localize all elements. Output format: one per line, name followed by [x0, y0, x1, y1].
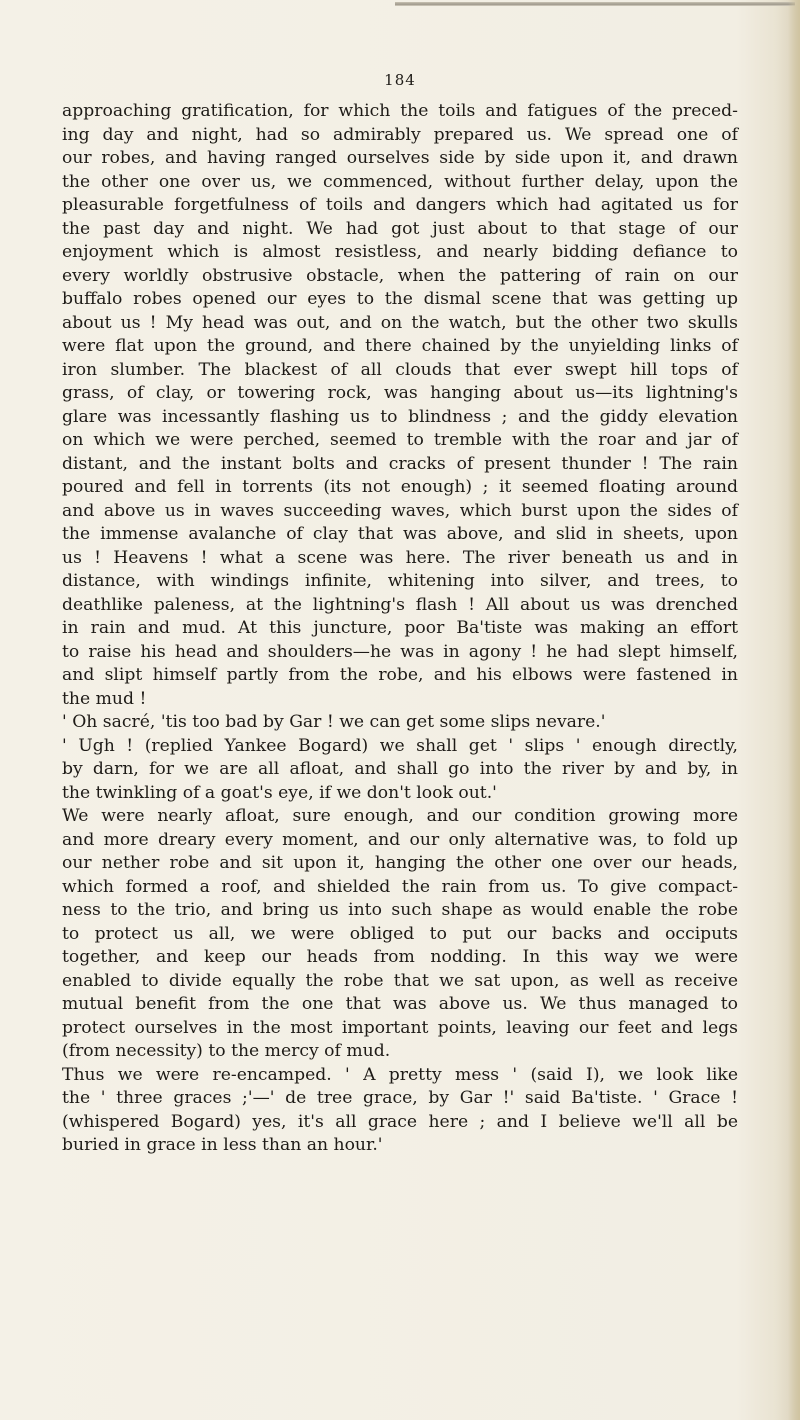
- top-edge-rule: [395, 2, 795, 6]
- text-line: the twinkling of a goat's eye, if we don't look out.': [62, 782, 497, 803]
- text-line: the mud !: [62, 688, 147, 709]
- text-line: our nether robe and sit upon it, hanging the other one over our heads,: [62, 853, 738, 873]
- text-line: ' Ugh ! (replied Yankee Bogard) we shall get ' slips ' enough directly,: [62, 735, 738, 756]
- text-line: about us ! My head was out, and on the watch, but the other two skulls: [62, 312, 738, 333]
- text-line: ness to the trio, and bring us into such shape as would enable the robe: [62, 900, 738, 920]
- text-line: enjoyment which is almost resistless, and nearly bidding defiance to: [62, 242, 738, 262]
- text-line: together, and keep our heads from nodding. In this way we were: [62, 947, 738, 967]
- text-line: our robes, and having ranged ourselves side by side upon it, and drawn: [62, 148, 738, 168]
- text-line: buried in grace in less than an hour.': [62, 1135, 383, 1155]
- text-line: protect ourselves in the most important points, leaving our feet and legs: [62, 1017, 738, 1038]
- text-line: (whispered Bogard) yes, it's all grace here ; and I believe we'll all be: [62, 1111, 738, 1132]
- text-line: the ' three graces ;'—' de tree grace, by Gar !' said Ba'tiste. ' Grace !: [62, 1088, 738, 1108]
- text-line: glare was incessantly flashing us to blindness ; and the giddy elevation: [62, 406, 738, 427]
- text-line: mutual benefit from the one that was above us. We thus managed to: [62, 994, 738, 1014]
- text-line: were flat upon the ground, and there chained by the unyielding links of: [62, 336, 738, 356]
- text-line: enabled to divide equally the robe that we sat upon, as well as receive: [62, 970, 738, 991]
- text-line: us ! Heavens ! what a scene was here. The river beneath us and in: [62, 547, 738, 568]
- text-line: ' Oh sacré, 'tis too bad by Gar ! we can get some slips nevare.': [62, 712, 606, 732]
- text-line: on which we were perched, seemed to tremble with the roar and jar of: [62, 430, 738, 450]
- text-line: the immense avalanche of clay that was above, and slid in sheets, upon: [62, 524, 738, 544]
- text-line: buffalo robes opened our eyes to the dismal scene that was getting up: [62, 289, 738, 309]
- text-line: We were nearly afloat, sure enough, and our condition growing more: [62, 806, 738, 826]
- page-edge-shadow: [788, 0, 800, 1420]
- text-line: iron slumber. The blackest of all clouds that ever swept hill tops of: [62, 359, 738, 380]
- text-line: deathlike paleness, at the lightning's flash ! All about us was drenched: [62, 594, 738, 615]
- page-number: 184: [384, 71, 416, 89]
- text-line: every worldly obstrusive obstacle, when the pattering of rain on our: [62, 265, 738, 286]
- text-line: and above us in waves succeeding waves, which burst upon the sides of: [62, 500, 738, 521]
- text-line: distant, and the instant bolts and cracks of present thunder ! The rain: [62, 453, 738, 474]
- text-line: in rain and mud. At this juncture, poor Ba'tiste was making an effort: [62, 618, 738, 638]
- body-text: [62, 100, 738, 1158]
- text-line: to protect us all, we were obliged to put our backs and occiputs: [62, 923, 738, 944]
- text-line: poured and fell in torrents (its not enough) ; it seemed floating around: [62, 477, 738, 497]
- text-line: ing day and night, had so admirably prepared us. We spread one of: [62, 124, 738, 145]
- text-line: (from necessity) to the mercy of mud.: [62, 1041, 391, 1061]
- text-line: pleasurable forgetfulness of toils and dangers which had agitated us for: [62, 195, 738, 215]
- text-line: and slipt himself partly from the robe, and his elbows were fastened in: [62, 665, 738, 685]
- text-line: the past day and night. We had got just about to that stage of our: [62, 218, 738, 239]
- text-line: distance, with windings infinite, whitening into silver, and trees, to: [62, 571, 738, 591]
- text-line: which formed a roof, and shielded the rain from us. To give compact-: [62, 876, 738, 897]
- text-line: approaching gratification, for which the toils and fatigues of the preced-: [62, 101, 738, 121]
- text-line: grass, of clay, or towering rock, was hanging about us—its lightning's: [62, 383, 738, 403]
- text-line: by darn, for we are all afloat, and shall go into the river by and by, in: [62, 759, 738, 779]
- text-line: Thus we were re-encamped. ' A pretty mess ' (said I), we look like: [62, 1064, 738, 1085]
- text-line: the other one over us, we commenced, without further delay, upon the: [62, 171, 738, 192]
- text-line: to raise his head and shoulders—he was in agony ! he had slept himself,: [62, 641, 738, 662]
- text-line: and more dreary every moment, and our only alternative was, to fold up: [62, 829, 738, 850]
